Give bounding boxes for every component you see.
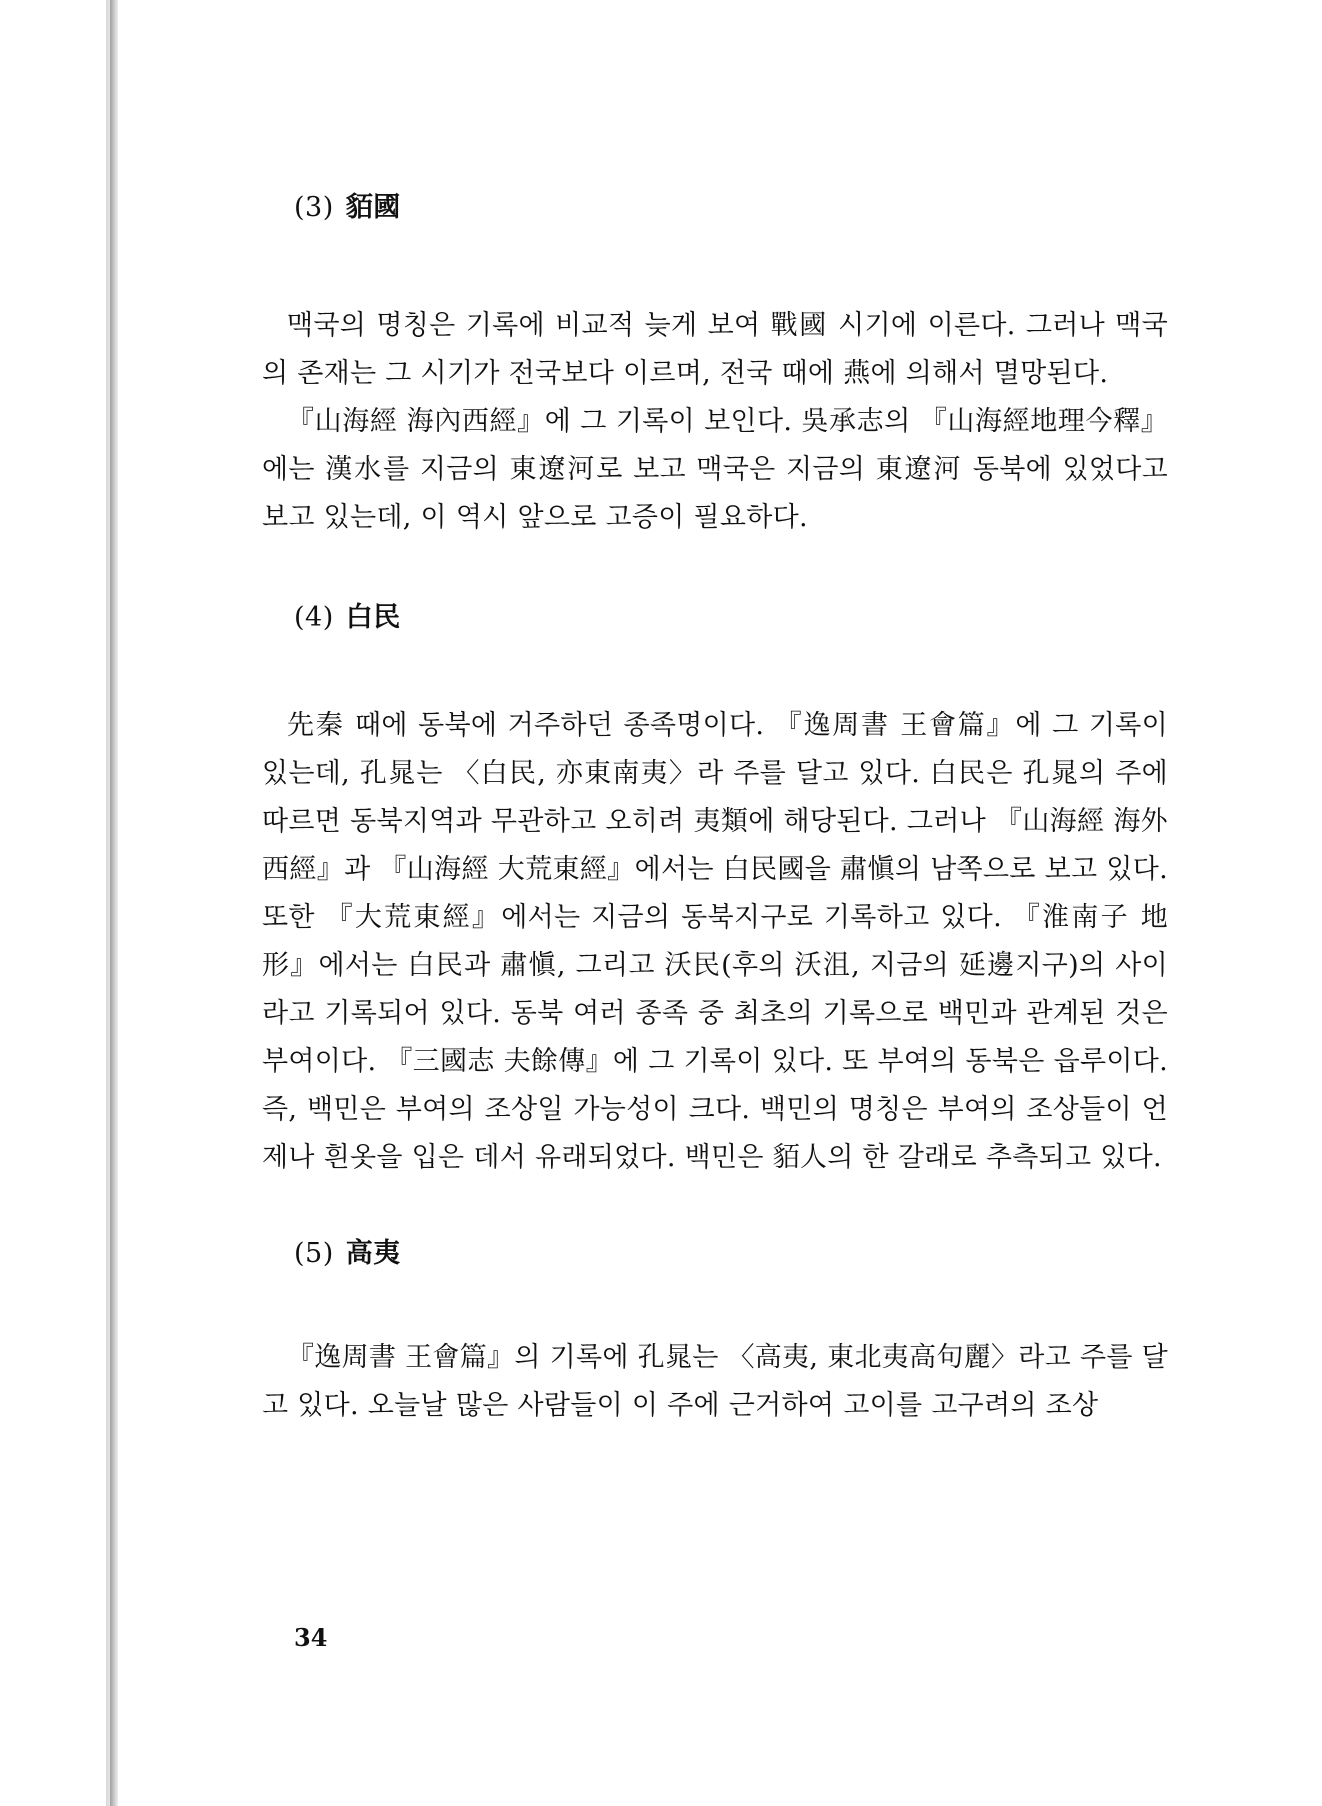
section-heading-5: [294, 1234, 1168, 1274]
section-number: (3): [294, 192, 334, 223]
section-number: (4): [294, 602, 334, 633]
page-content: [262, 188, 1168, 1430]
section-title: 貊國: [345, 192, 401, 223]
section-title: 白民: [345, 602, 401, 633]
section-heading-3: [294, 188, 1168, 228]
page-number: 34: [294, 1623, 328, 1652]
section-title: 高夷: [345, 1238, 401, 1269]
section-heading-4: [294, 598, 1168, 638]
paragraph: 맥국의 명칭은 기록에 비교적 늦게 보여 戰國 시기에 이른다. 그러나 맥국의 존재는 그 시기가 전국보다 이르며, 전국 때에 燕에 의해서 멸망된다.: [262, 310, 1168, 389]
paragraph: 『山海經 海內西經』에 그 기록이 보인다. 吳承志의 『山海經地理今釋』에는 漢水를 지금의 東遼河로 보고 맥국은 지금의 東遼河 동북에 있었다고 보고 있는데, 이 역시 앞으로 고증이 필요하다.: [262, 406, 1168, 533]
paragraph: 『逸周書 王會篇』의 기록에 孔晁는 〈高夷, 東北夷高句麗〉라고 주를 달고 있다. 오늘날 많은 사람들이 이 주에 근거하여 고이를 고구려의 조상: [262, 1342, 1168, 1421]
paragraph: 先秦 때에 동북에 거주하던 종족명이다. 『逸周書 王會篇』에 그 기록이 있는데, 孔晁는 〈白民, 亦東南夷〉라 주를 달고 있다. 白民은 孔晁의 주에 따르면 동북지역과 무관하고 오히려 夷類에 해당된다. 그러나 『山海經 海外西經』과 『山海經 大荒東經』에서는 白民國을 肅愼의 남쪽으로 보고 있다. 또한 『大荒東經』에서는 지금의 동북지구로 기록하고 있다. 『淮南子 地形』에서는 白民과 肅愼, 그리고 沃民(후의 沃沮, 지금의 延邊지구)의 사이라고 기록되어 있다. 동북 여러 종족 중 최초의 기록으로 백민과 관계된 것은 부여이다. 『三國志 夫餘傳』에 그 기록이 있다. 또 부여의 동북은 읍루이다. 즉, 백민은 부여의 조상일 가능성이 크다. 백민의 명칭은 부여의 조상들이 언제나 흰옷을 입은 데서 유래되었다. 백민은 貊人의 한 갈래로 추측되고 있다.: [262, 710, 1168, 1173]
section-number: (5): [294, 1238, 334, 1269]
